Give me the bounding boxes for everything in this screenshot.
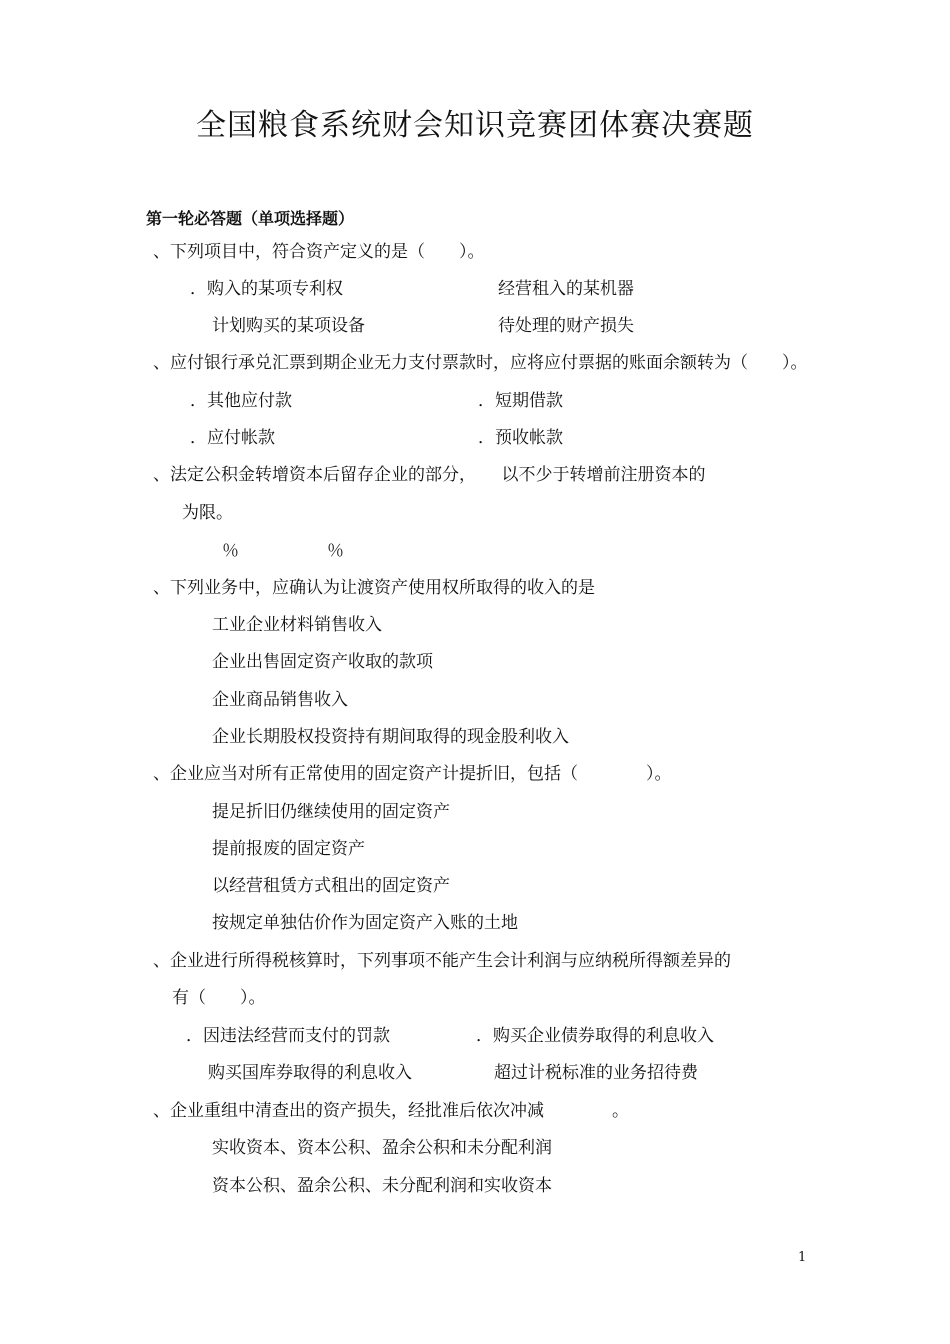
question-7-stem: 、企业重组中清查出的资产损失，经批准后依次冲减 。	[153, 1101, 629, 1121]
question-1-option-b: 经营租入的某机器	[498, 279, 634, 299]
question-6-stem: 、企业进行所得税核算时，下列事项不能产生会计利润与应纳税所得额差异的	[153, 951, 731, 971]
question-3-stem: 、法定公积金转增资本后留存企业的部分， 以不少于转增前注册资本的	[153, 465, 706, 485]
question-5-option-c: 以经营租赁方式租出的固定资产	[212, 876, 450, 896]
question-7-option-a: 实收资本、资本公积、盈余公积和未分配利润	[212, 1138, 552, 1158]
question-6-option-b: ．购买企业债券取得的利息收入	[476, 1026, 714, 1046]
section-heading: 第一轮必答题（单项选择题）	[146, 209, 355, 228]
question-1-stem: 、下列项目中，符合资产定义的是（ ）。	[153, 242, 485, 262]
question-5-option-a: 提足折旧仍继续使用的固定资产	[212, 802, 450, 822]
question-5-option-b: 提前报废的固定资产	[212, 839, 365, 859]
question-2-option-a: ．其他应付款	[190, 391, 292, 411]
question-4-stem: 、下列业务中，应确认为让渡资产使用权所取得的收入的是	[153, 578, 595, 598]
question-2-option-b: ．短期借款	[478, 391, 563, 411]
question-4-option-a: 工业企业材料销售收入	[212, 615, 382, 635]
question-4-option-b: 企业出售固定资产收取的款项	[212, 652, 433, 672]
question-2-option-c: ．应付帐款	[190, 428, 275, 448]
question-4-option-d: 企业长期股权投资持有期间取得的现金股利收入	[212, 727, 569, 747]
question-7-option-b: 资本公积、盈余公积、未分配利润和实收资本	[212, 1176, 552, 1196]
question-1-option-d: 待处理的财产损失	[498, 316, 634, 336]
question-5-stem: 、企业应当对所有正常使用的固定资产计提折旧，包括（ ）。	[153, 764, 672, 784]
question-6-stem-continued: 有（ ）。	[172, 988, 266, 1008]
question-1-option-c: 计划购买的某项设备	[212, 316, 365, 336]
question-4-option-c: 企业商品销售收入	[212, 690, 348, 710]
question-3-option-a: ％	[222, 541, 239, 561]
question-3-option-b: ％	[327, 541, 344, 561]
question-5-option-d: 按规定单独估价作为固定资产入账的土地	[212, 913, 518, 933]
question-6-option-c: 购买国库券取得的利息收入	[208, 1063, 412, 1083]
document-title: 全国粮食系统财会知识竞赛团体赛决赛题	[196, 108, 754, 143]
question-6-option-d: 超过计税标准的业务招待费	[494, 1063, 698, 1083]
question-2-stem: 、应付银行承兑汇票到期企业无力支付票款时，应将应付票据的账面余额转为（ ）。	[153, 353, 808, 373]
question-1-option-a: ．购入的某项专利权	[190, 279, 343, 299]
question-6-option-a: ．因违法经营而支付的罚款	[186, 1026, 390, 1046]
question-2-option-d: ．预收帐款	[478, 428, 563, 448]
question-3-stem-continued: 为限。	[182, 503, 233, 523]
page-number: 1	[798, 1250, 807, 1265]
